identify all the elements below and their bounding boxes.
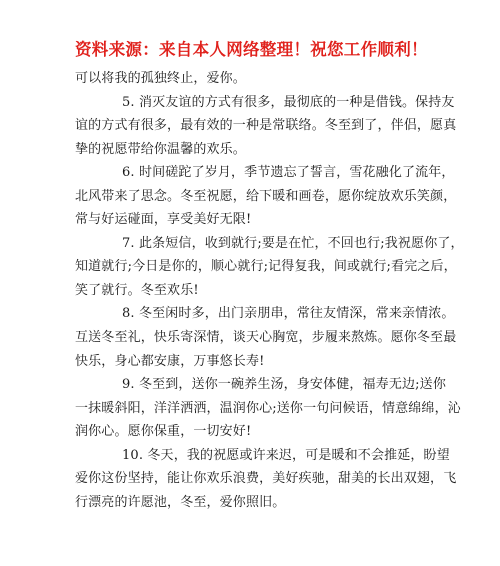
text-line: 常与好运碰面，享受美好无限! bbox=[75, 212, 252, 228]
text-line: 北风带来了思念。冬至祝愿，给下暖和画卷，愿你绽放欢乐笑颜， bbox=[75, 188, 457, 204]
body-text bbox=[75, 67, 464, 514]
text-line: 笑了就行。冬至欢乐! bbox=[75, 282, 199, 298]
text-line: 10. 冬天，我的祝愿或许来迟，可是暖和不会推延，盼望 bbox=[122, 447, 450, 463]
text-line: 快乐，身心都安康，万事悠长寿! bbox=[75, 353, 265, 369]
text-line: 知道就行;今日是你的，顺心就行;记得复我，间或就行;看完之后， bbox=[75, 259, 457, 275]
text-line: 互送冬至礼，快乐寄深情，谈天心胸宽，步履来熬炼。愿你冬至最 bbox=[75, 330, 457, 346]
source-header: 资料来源：来自本人网络整理！祝您工作顺利！ bbox=[75, 40, 428, 59]
text-line: 8. 冬至闲时多，出门亲朋串，常往友情深，常来亲情浓。 bbox=[122, 306, 455, 322]
text-line: 挚的祝愿带给你温馨的欢乐。 bbox=[75, 141, 246, 157]
text-line: 5. 消灭友谊的方式有很多，最彻底的一种是借钱。保持友 bbox=[122, 94, 455, 110]
text-line: 行漂亮的许愿池，冬至，爱你照旧。 bbox=[75, 494, 286, 510]
text-line: 一抹暖斜阳，洋洋洒洒，温润你心;送你一句问候语，情意绵绵，沁 bbox=[75, 400, 461, 416]
text-line: 可以将我的孤独终止，爱你。 bbox=[75, 71, 246, 86]
text-line: 7. 此条短信，收到就行;要是在忙，不回也行;我祝愿你了， bbox=[122, 235, 464, 251]
text-line: 谊的方式有很多，最有效的一种是常联络。冬至到了，伴侣，愿真 bbox=[75, 118, 457, 134]
text-line: 9. 冬至到，送你一碗养生汤，身安体健，福寿无边;送你 bbox=[122, 377, 446, 393]
text-line: 爱你这份坚持，能让你欢乐浪费，美好疾驰，甜美的长出双翅，飞 bbox=[75, 471, 457, 487]
text-line: 润你心。愿你保重，一切安好! bbox=[75, 424, 252, 440]
text-line: 6. 时间磋跎了岁月，季节遗忘了誓言，雪花融化了流年， bbox=[122, 165, 455, 181]
